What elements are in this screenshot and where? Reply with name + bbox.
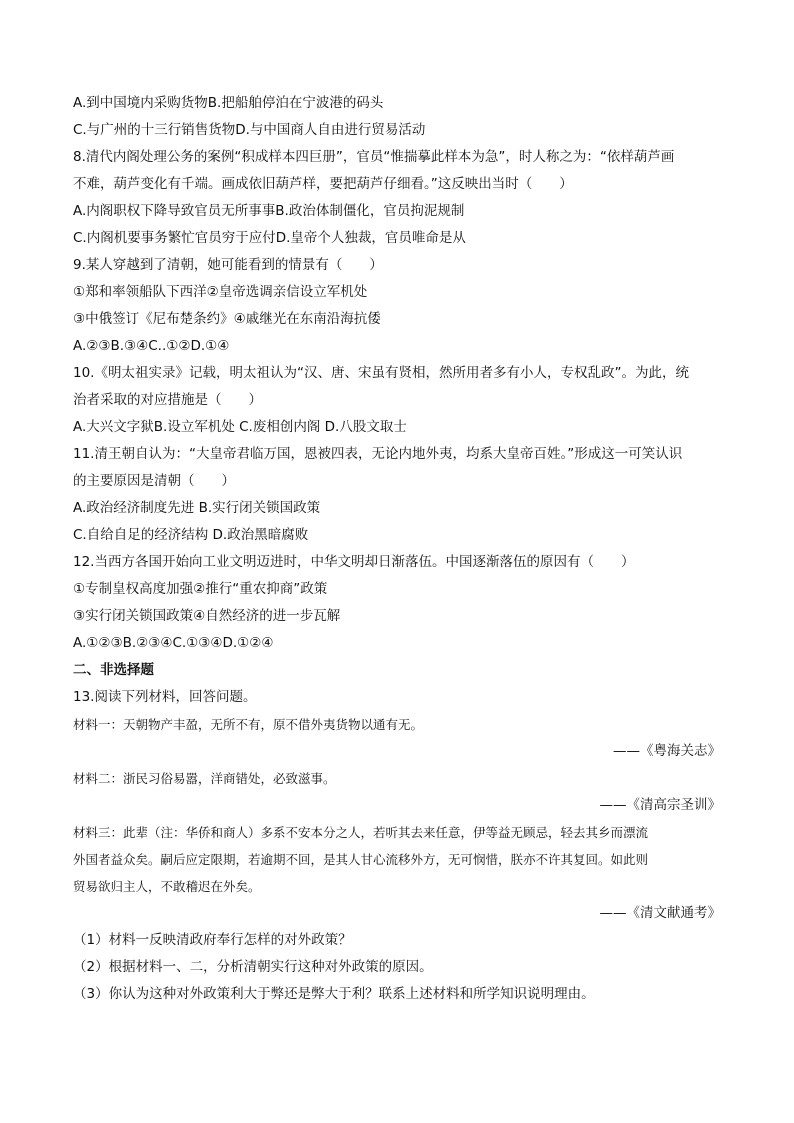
q8-choices-cd: C.内阁机要事务繁忙官员穷于应付D.皇帝个人独裁，官员唯命是从 — [73, 230, 466, 246]
q12-option-line-1: ①专制皇权高度加强②推行“重农抑商”政策 — [73, 581, 328, 597]
material-2-source: ——《清高宗圣训》 — [599, 797, 721, 813]
material-3-source: ——《清文献通考》 — [599, 905, 721, 921]
material-2-text: 材料二：浙民习俗易嚣，洋商错处，必致滋事。 — [73, 771, 336, 786]
material-3-text-line-3: 贸易欲归主人，不敢稽迟在外矣。 — [73, 879, 261, 894]
material-3-text-line-1: 材料三：此辈（注：华侨和商人）多系不安本分之人，若听其去来任意，伊等益无顾忌，轻去其乡而漂流 — [73, 825, 649, 840]
q9-stem: 9.某人穿越到了清朝，她可能看到的情景有（ ） — [73, 257, 383, 273]
sub-question-2: （2）根据材料一、二，分析清朝实行这种对外政策的原因。 — [73, 959, 433, 975]
q12-option-line-2: ③实行闭关锁国政策④自然经济的进一步瓦解 — [73, 608, 341, 624]
sub-question-3: （3）你认为这种对外政策利大于弊还是弊大于利？联系上述材料和所学知识说明理由。 — [73, 986, 595, 1002]
q9-option-line-2: ③中俄签订《尼布楚条约》④戚继光在东南沿海抗倭 — [73, 311, 381, 327]
q11-stem-line-2: 的主要原因是清朝（ ） — [73, 473, 235, 489]
q12-choices: A.①②③B.②③④C.①③④D.①②④ — [73, 635, 274, 651]
q8-choices-ab: A.内阁职权下降导致官员无所事事B.政治体制僵化，官员拘泥规制 — [73, 203, 465, 219]
material-3-text-line-2: 外国者益众矣。嗣后应定限期，若逾期不回，是其人甘心流移外方，无可悯惜，朕亦不许其复回。如此则 — [73, 852, 649, 867]
q11-choices-ab: A.政治经济制度先进 B.实行闭关锁国政策 — [73, 500, 321, 516]
q9-option-line-1: ①郑和率领船队下西洋②皇帝选调亲信设立军机处 — [73, 284, 368, 300]
q13-stem: 13.阅读下列材料，回答问题。 — [73, 689, 257, 705]
q10-choices: A.大兴文字狱B.设立军机处 C.废相创内阁 D.八股文取士 — [73, 419, 407, 435]
q8-stem-line-2: 不难，葫芦变化有千端。画成依旧葫芦样，要把葫芦仔细看。”这反映出当时（ ） — [73, 176, 573, 192]
material-1-source: ——《粤海关志》 — [613, 743, 721, 759]
q11-choices-cd: C.自给自足的经济结构 D.政治黑暗腐败 — [73, 527, 309, 543]
q7-choices-ab: A.到中国境内采购货物B.把船舶停泊在宁波港的码头 — [73, 95, 384, 111]
section-heading-non-choice: 二、非选择题 — [73, 662, 154, 678]
exam-page — [73, 90, 723, 1008]
sub-question-1: （1）材料一反映清政府奉行怎样的对外政策？ — [73, 932, 352, 948]
q8-stem-line-1: 8.清代内阁处理公务的案例“积成样本四巨册”，官员“惟揣摹此样本为急”，时人称之为：“依样葫芦画 — [73, 149, 675, 165]
q12-stem: 12.当西方各国开始向工业文明迈进时，中华文明却日渐落伍。中国逐渐落伍的原因有（ ） — [73, 554, 635, 570]
q10-stem-line-1: 10.《明太祖实录》记载，明太祖认为“汉、唐、宋虽有贤相，然所用者多有小人，专权乱政”。为此，统 — [73, 365, 689, 381]
q7-choices-cd: C.与广州的十三行销售货物D.与中国商人自由进行贸易活动 — [73, 122, 426, 138]
q10-stem-line-2: 治者采取的对应措施是（ ） — [73, 392, 262, 408]
material-1-text: 材料一：天朝物产丰盈，无所不有，原不借外夷货物以通有无。 — [73, 717, 424, 732]
q11-stem-line-1: 11.清王朝自认为：“大皇帝君临万国，恩被四表，无论内地外夷，均系大皇帝百姓。”形成这一可笑认识 — [73, 446, 683, 462]
q9-choices: A.②③B.③④C..①②D.①④ — [73, 338, 230, 354]
